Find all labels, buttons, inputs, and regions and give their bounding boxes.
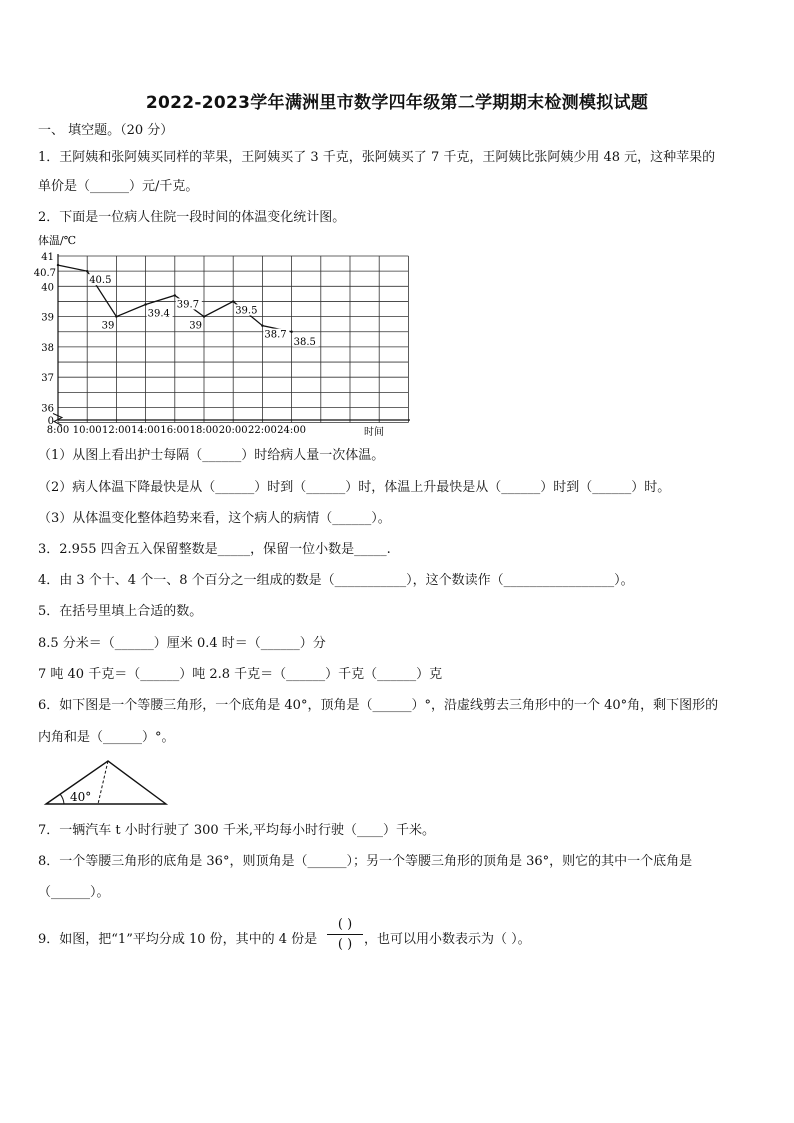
data-label: 40.5 — [89, 275, 112, 287]
question-9-fraction — [327, 917, 363, 952]
x-tick-label: 24:00 — [277, 425, 307, 436]
data-point — [290, 331, 292, 333]
question-7: 7．一辆汽车 t 小时行驶了 300 千米,平均每小时行驶（____）千米。 — [38, 823, 435, 838]
question-2-part-3: （3）从体温变化整体趋势来看，这个病人的病情（______）。 — [38, 511, 391, 526]
question-9-prefix: 9．如图，把“1”平均分成 10 份，其中的 4 份是 — [38, 932, 318, 947]
x-tick-label: 22:00 — [247, 425, 277, 436]
question-1-line-1: 1．王阿姨和张阿姨买同样的苹果，王阿姨买了 3 千克，张阿姨买了 7 千克，王阿姨比张阿姨少用 48 元，这种苹果的 — [38, 150, 716, 165]
question-5-row-2: 7 吨 40 千克＝（______）吨 2.8 千克＝（______）千克（______）克 — [38, 667, 443, 682]
data-point — [203, 315, 205, 317]
fraction-denominator: ( ) — [337, 937, 353, 952]
x-tick-label: 16:00 — [160, 425, 190, 436]
question-8-line-2: （______）。 — [38, 885, 110, 900]
section-heading: 一、 填空题。（20 分） — [38, 123, 174, 138]
data-point — [86, 270, 88, 272]
chart-x-axis-title: 时间 — [364, 427, 384, 438]
question-2-part-2: （2）病人体温下降最快是从（______）时到（______）时，体温上升最快是从（______）时到（______）时。 — [38, 480, 671, 495]
y-tick-label: 0 — [47, 416, 54, 427]
page-title: 2022-2023学年满洲里市数学四年级第二学期期末检测模拟试题 — [145, 93, 649, 113]
angle-arc — [60, 794, 64, 804]
y-tick-label: 41 — [41, 252, 54, 263]
chart-y-axis-title: 体温/℃ — [38, 234, 77, 247]
chart-data-labels — [30, 267, 319, 348]
x-tick-label: 12:00 — [101, 425, 131, 436]
question-6-line-2: 内角和是（______）°。 — [38, 730, 175, 745]
question-2: 2．下面是一位病人住院一段时间的体温变化统计图。 — [38, 210, 346, 225]
y-tick-label: 39 — [41, 312, 54, 324]
x-tick-label: 14:00 — [131, 425, 161, 436]
x-tick-label: 8:00 — [46, 425, 70, 436]
y-tick-label: 38 — [41, 342, 54, 354]
chart-ticks — [41, 252, 306, 436]
data-label: 38.5 — [293, 336, 316, 348]
question-5: 5．在括号里填上合适的数。 — [38, 604, 203, 619]
y-tick-label: 37 — [41, 373, 54, 385]
x-tick-label: 10:00 — [72, 425, 102, 436]
data-point — [115, 315, 117, 317]
data-point — [57, 264, 59, 266]
fraction-numerator: ( ) — [337, 917, 353, 932]
question-8-line-1: 8．一个等腰三角形的底角是 36°，则顶角是（______）；另一个等腰三角形的顶角是 36°，则它的其中一个底角是 — [38, 854, 693, 869]
data-point — [174, 294, 176, 296]
data-label: 38.7 — [264, 329, 287, 341]
angle-label: 40° — [70, 790, 92, 804]
data-point — [144, 303, 146, 305]
data-label: 39 — [189, 320, 202, 332]
data-point — [261, 324, 263, 326]
x-tick-label: 18:00 — [189, 425, 219, 436]
question-4: 4．由 3 个十、4 个一、8 个百分之一组成的数是（___________），这个数读作（_________________）。 — [38, 573, 634, 588]
question-9-suffix: ，也可以用小数表示为（ ）。 — [364, 932, 531, 947]
x-tick-label: 20:00 — [218, 425, 248, 436]
data-label: 39.7 — [176, 299, 200, 311]
fraction-bar — [327, 934, 363, 935]
question-5-row-1: 8.5 分米＝（______）厘米 0.4 时＝（______）分 — [38, 636, 326, 651]
data-point — [232, 300, 234, 302]
data-label: 39 — [101, 320, 115, 332]
isosceles-triangle-figure — [42, 758, 172, 808]
y-tick-label: 36 — [41, 403, 54, 415]
question-3: 3．2.955 四舍五入保留整数是_____，保留一位小数是_____. — [38, 542, 391, 557]
question-6-line-1: 6．如下图是一个等腰三角形，一个底角是 40°，顶角是（______）°，沿虚线剪去三角形中的一个 40°角，剩下图形的 — [38, 698, 719, 713]
question-1-line-2: 单价是（______）元/千克。 — [38, 179, 199, 194]
data-label: 39.5 — [235, 305, 258, 317]
y-tick-label: 40 — [41, 282, 54, 294]
data-label: 39.4 — [147, 308, 170, 320]
data-label: 40.7 — [33, 268, 56, 280]
temperature-chart — [30, 228, 410, 442]
question-2-part-1: （1）从图上看出护士每隔（______）时给病人量一次体温。 — [38, 448, 385, 463]
